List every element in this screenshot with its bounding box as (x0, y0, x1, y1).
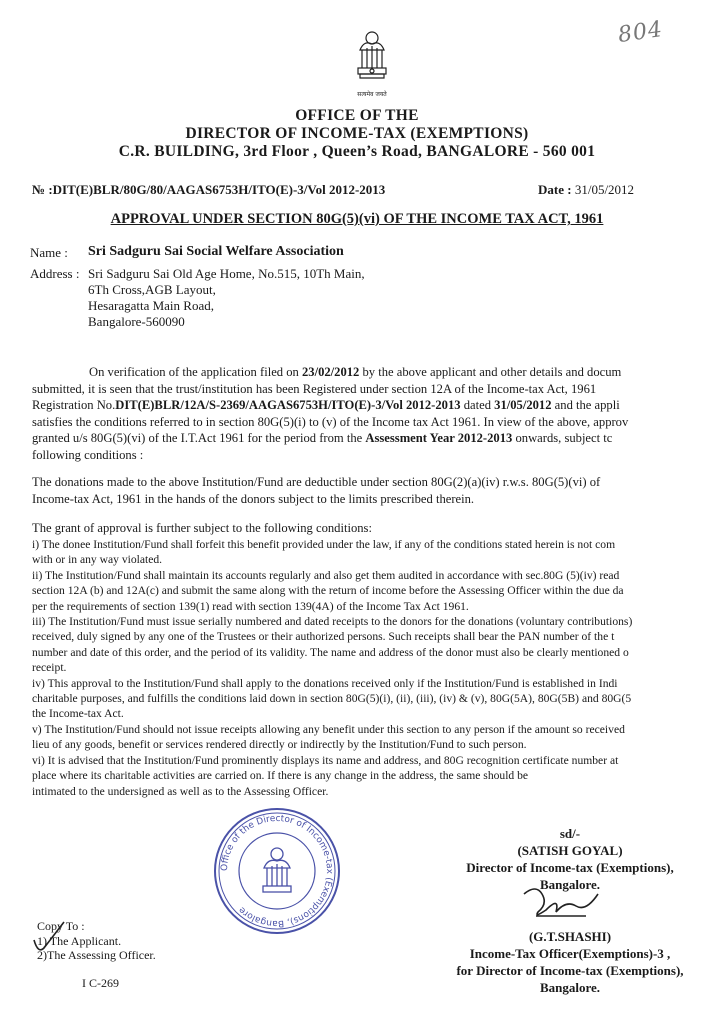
date-value: 31/05/2012 (574, 182, 635, 197)
name-value: Sri Sadguru Sai Social Welfare Association (88, 244, 344, 259)
condition-line: iii) The Institution/Fund must issue serially numbered and dated receipts to the donors for the donations (voluntary contributions) (32, 615, 633, 629)
handwritten-tick-mark (30, 918, 70, 958)
condition-line: v) The Institution/Fund should not issue receipts allowing any benefit under this section to any person if the amount so received (32, 722, 625, 736)
condition-line: receipt. (32, 661, 67, 675)
address-line: Sri Sadguru Sai Old Age Home, No.515, 10Th Main, (88, 266, 365, 281)
condition-line: iv) This approval to the Institution/Fund shall apply to the donations received only if the Institution/Fund is established in Indi (32, 676, 618, 690)
condition-line: i) The donee Institution/Fund shall forfeit this benefit provided under the law, if any of the conditions stated herein is not com (32, 538, 616, 551)
condition-line: per the requirements of section 139(1) read with section 139(4A) of the Income Tax Act 1961. (32, 599, 469, 613)
header-director: DIRECTOR OF INCOME-TAX (EXEMPTIONS) (185, 125, 529, 142)
signatory-place: Bangalore. (539, 877, 601, 892)
deduction-paragraph (32, 474, 714, 507)
signatory-designation: Director of Income-tax (Exemptions), (466, 860, 674, 875)
date-label: Date : (538, 182, 575, 197)
document-title: APPROVAL UNDER SECTION 80G(5)(vi) OF THE INCOME TAX ACT, 1961 (110, 211, 604, 227)
address-label: Address : (30, 266, 80, 281)
copy-to-label: Copy To : (37, 919, 85, 933)
condition-line: with or in any way violated. (32, 553, 163, 567)
paragraph-line: Income-tax Act, 1961 in the hands of the donors subject to the limits prescribed therein. (32, 491, 475, 506)
header-address: C.R. BUILDING, 3rd Floor , Queen’s Road, BANGALORE - 560 001 (118, 143, 596, 160)
order-date (538, 182, 634, 198)
condition-line: intimated to the undersigned as well as to the Assessing Officer. (32, 784, 329, 798)
name-label: Name : (30, 245, 68, 260)
officer-place: Bangalore. (539, 980, 601, 995)
officer-designation: Income-Tax Officer(Exemptions)-3 , (469, 946, 671, 961)
condition-line: charitable purposes, and fulfills the conditions laid down in section 80G(5)(i), (ii), (iii), (iv) & (v), 80G(5A), 80G(5B) and 80G(5 (32, 692, 632, 706)
condition-line: number and date of this order, and the period of its validity. The name and address of the donor must also be clearly mentioned o (32, 645, 629, 659)
officer-name: (G.T.SHASHI) (528, 929, 612, 944)
emblem-caption: सत्यमेव जयते (357, 91, 387, 98)
address-block (88, 266, 365, 330)
official-seal-stamp (212, 806, 342, 936)
condition-line: place where its charitable activities are carried on. If there is any change in the address, the same should be (32, 769, 529, 783)
reference-number (32, 182, 385, 198)
reference-label: № : (32, 182, 53, 197)
condition-line: ii) The Institution/Fund shall maintain its accounts regularly and also get them audited in accordance with sec.80G (5)(iv) read (32, 568, 620, 582)
conditions-list (32, 537, 714, 799)
condition-line: the Income-tax Act. (32, 707, 124, 721)
national-emblem-icon (350, 28, 394, 90)
header-office: OFFICE OF THE (295, 107, 419, 124)
signed-mark: sd/- (559, 826, 581, 841)
address-line: Hesaragatta Main Road, (88, 298, 214, 313)
condition-line: section 12A (b) and 12A(c) and submit the same along with the return of income before the Assessing Officer within the due da (32, 584, 624, 598)
copy-to-item: 2)The Assessing Officer. (37, 948, 156, 962)
officer-for: for Director of Income-tax (Exemptions), (456, 963, 684, 978)
paragraph-line: On verification of the application filed on 23/02/2012 by the above applicant and other details and docum (89, 365, 622, 379)
handwritten-number: 804 (616, 16, 665, 49)
paragraph-line: satisfies the conditions referred to in section 80G(5)(i) to (v) of the Income tax Act 1961. In view of the above, approv (32, 414, 629, 429)
paragraph-line: following conditions : (32, 447, 144, 462)
paragraph-line: The donations made to the above Institution/Fund are deductible under section 80G(2)(a)(iv) r.w.s. 80G(5)(vi) of (32, 475, 601, 489)
condition-line: vi) It is advised that the Institution/Fund prominently displays its name and address, and 80G recognition certificate number at (32, 753, 619, 767)
signatory-name: (SATISH GOYAL) (517, 843, 623, 858)
address-line: 6Th Cross,AGB Layout, (88, 282, 216, 297)
paragraph-line: submitted, it is seen that the trust/institution has been Registered under section 12A of the Income-tax Act, 1961 (32, 381, 597, 396)
signature-block-officer (420, 928, 714, 996)
verification-paragraph (32, 364, 714, 463)
address-line: Bangalore-560090 (88, 314, 185, 329)
conditions-intro: The grant of approval is further subject to the following conditions: (32, 521, 372, 535)
reference-value: DIT(E)BLR/80G/80/AAGAS6753H/ITO(E)-3/Vol 2012-2013 (52, 182, 386, 197)
condition-line: lieu of any goods, benefit or services rendered directly or indirectly by the Institution/Fund to such person. (32, 738, 527, 752)
paragraph-line: Registration No.DIT(E)BLR/12A/S-2369/AAGAS6753H/ITO(E)-3/Vol 2012-2013 dated 31/05/2012 and the appli (32, 398, 620, 412)
handwritten-signature (516, 882, 606, 922)
copy-to-item: 1) The Applicant. (37, 934, 122, 948)
seal-text: Office of the Director of Income-tax (Exemptions), Bangalore (219, 813, 335, 929)
paragraph-line: granted u/s 80G(5)(vi) of the I.T.Act 1961 for the period from the Assessment Year 2012-2013 onwards, subject tc (32, 431, 613, 445)
footer-code: I C-269 (82, 976, 119, 990)
condition-line: received, duly signed by any one of the Trustees or their authorized persons. Such receipts shall bear the PAN number of the t (32, 630, 615, 644)
